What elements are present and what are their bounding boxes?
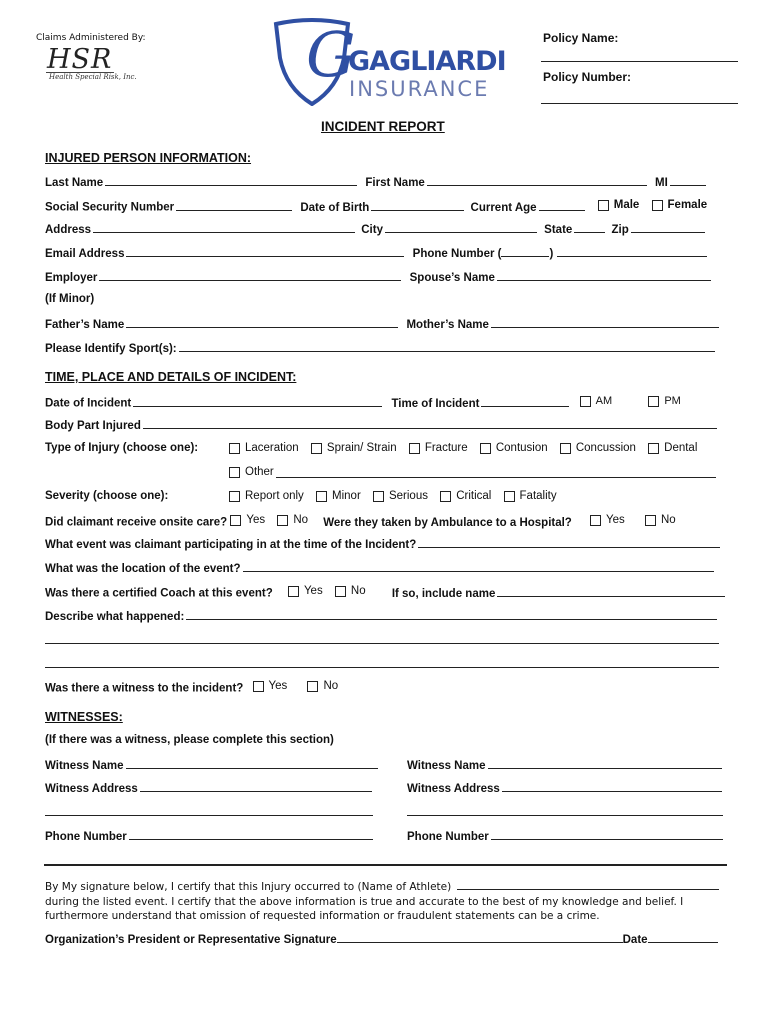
injury-other-row [229, 466, 716, 481]
gagliardi-logo [272, 18, 506, 106]
severity-option[interactable] [373, 490, 428, 502]
witness-no-option[interactable] [307, 680, 338, 692]
sports-field[interactable] [179, 341, 715, 352]
sports-row [45, 341, 715, 355]
female-option[interactable] [652, 199, 708, 211]
certification-text [45, 880, 725, 924]
last-name-row [45, 175, 706, 189]
address-label: Address [45, 224, 92, 236]
dob-label: Date of Birth [300, 201, 370, 214]
address-row [45, 222, 705, 236]
signature-date-field[interactable] [648, 932, 718, 943]
location-field[interactable] [243, 561, 714, 572]
ssn-row [45, 199, 716, 214]
witness1-address-field[interactable] [140, 781, 372, 792]
witness2-phone-field[interactable] [491, 829, 723, 840]
dob-field[interactable] [371, 200, 464, 211]
severity-option-label: Fatality [519, 490, 557, 502]
mi-label: MI [655, 177, 668, 189]
describe-label: Describe what happened: [45, 611, 185, 623]
witness2-address-field[interactable] [502, 781, 722, 792]
injury-other-option[interactable] [229, 466, 274, 478]
mi-field[interactable] [670, 175, 706, 186]
severity-option[interactable] [504, 490, 557, 502]
city-label: City [361, 224, 383, 236]
witness-question-label: Was there a witness to the incident? [45, 682, 244, 695]
onsite-care-row [45, 514, 572, 529]
witness1-address-label: Witness Address [45, 783, 138, 795]
coach-no-label: No [350, 585, 366, 597]
witness2-phone-row [407, 829, 723, 843]
pm-option[interactable] [648, 395, 681, 407]
witness2-address-line-2[interactable] [407, 815, 723, 816]
witness-question-row [45, 680, 347, 695]
first-name-field[interactable] [427, 175, 647, 186]
current-age-field[interactable] [539, 200, 585, 211]
brand-sub: INSURANCE [349, 77, 490, 101]
witnesses-section-heading: WITNESSES: [45, 710, 123, 724]
incident-date-field[interactable] [133, 396, 382, 407]
injury-option-label: Sprain/ Strain [326, 442, 397, 454]
policy-name-label: Policy Name: [543, 31, 619, 45]
ssn-label: Social Security Number [45, 201, 175, 214]
employer-row [45, 270, 711, 284]
phone-paren-close: ) [549, 248, 554, 260]
injury-checkbox[interactable] [480, 443, 491, 454]
hsr-subtext: Health Special Risk, Inc. [49, 73, 137, 81]
severity-checkbox[interactable] [504, 491, 515, 502]
parents-row [45, 317, 719, 331]
ambulance-yes-label: Yes [606, 514, 625, 526]
injury-checkbox[interactable] [311, 443, 322, 454]
witness1-name-field[interactable] [126, 758, 378, 769]
injury-option[interactable] [229, 442, 299, 454]
ambulance-label: Were they taken by Ambulance to a Hospital? [323, 516, 572, 529]
witness2-name-label: Witness Name [407, 760, 486, 772]
incident-time-label: Time of Incident [391, 397, 480, 410]
witness2-phone-label: Phone Number [407, 831, 489, 843]
first-name-label: First Name [365, 177, 425, 189]
onsite-no-checkbox[interactable] [277, 515, 288, 526]
injury-option[interactable] [560, 442, 636, 454]
location-label: What was the location of the event? [45, 563, 241, 575]
coach-row [45, 585, 725, 600]
witness1-name-label: Witness Name [45, 760, 124, 772]
onsite-yes-checkbox[interactable] [230, 515, 241, 526]
severity-label: Severity (choose one): [45, 490, 169, 502]
severity-option-label: Critical [456, 490, 492, 502]
signature-label: Organization’s President or Representative Signature [45, 934, 337, 946]
witness2-address-label: Witness Address [407, 783, 500, 795]
injury-option-label: Contusion [495, 442, 548, 454]
pm-checkbox[interactable] [648, 396, 659, 407]
city-field[interactable] [385, 222, 537, 233]
hsr-logo [47, 44, 112, 75]
injury-option[interactable] [480, 442, 548, 454]
describe-line-2[interactable] [45, 643, 719, 644]
body-part-row [45, 418, 717, 432]
phone-label: Phone Number ( [412, 248, 502, 260]
witnesses-note: (If there was a witness, please complete this section) [45, 734, 334, 746]
body-part-field[interactable] [143, 418, 717, 429]
witness2-name-row [407, 758, 722, 772]
coach-yes-label: Yes [303, 585, 323, 597]
severity-options [229, 490, 566, 505]
injury-checkbox[interactable] [229, 443, 240, 454]
certification-part2: during the listed event. I certify that the above information is true and accurate to the best of my knowledge and belief. I furthermore understand that omission of requested information or fraudulent statements can be a crime. [45, 895, 684, 922]
employer-field[interactable] [99, 270, 401, 281]
state-label: State [544, 224, 573, 236]
spouse-field[interactable] [497, 270, 711, 281]
describe-row [45, 609, 717, 623]
injury-option[interactable] [311, 442, 397, 454]
severity-option-label: Serious [388, 490, 428, 502]
severity-option-label: Report only [245, 490, 304, 502]
describe-field[interactable] [186, 609, 717, 620]
injury-other-label: Other [245, 466, 274, 478]
severity-checkbox[interactable] [316, 491, 327, 502]
severity-option[interactable] [440, 490, 491, 502]
ambulance-options [590, 514, 685, 529]
event-participating-field[interactable] [418, 537, 720, 548]
witness-no-checkbox[interactable] [307, 681, 318, 692]
if-minor-label: (If Minor) [45, 293, 95, 305]
describe-line-3[interactable] [45, 667, 719, 668]
severity-checkbox[interactable] [373, 491, 384, 502]
employer-label: Employer [45, 272, 98, 284]
policy-number-line[interactable] [541, 103, 738, 104]
location-row [45, 561, 714, 575]
female-label: Female [667, 199, 708, 211]
onsite-yes-label: Yes [246, 514, 266, 526]
male-option[interactable] [598, 199, 640, 211]
female-checkbox[interactable] [652, 200, 663, 211]
zip-field[interactable] [631, 222, 705, 233]
injury-type-options [229, 442, 706, 457]
injured-section-heading: INJURED PERSON INFORMATION: [45, 151, 252, 165]
certification-part1: By My signature below, I certify that this Injury occurred to (Name of Athlete) [45, 881, 452, 893]
onsite-no-label: No [293, 514, 309, 526]
severity-checkbox[interactable] [440, 491, 451, 502]
witness1-phone-label: Phone Number [45, 831, 127, 843]
mother-label: Mother’s Name [406, 319, 489, 331]
policy-name-line[interactable] [541, 61, 738, 62]
injury-type-label: Type of Injury (choose one): [45, 442, 199, 454]
email-row [45, 246, 707, 260]
ambulance-yes-checkbox[interactable] [590, 515, 601, 526]
pm-label: PM [664, 395, 681, 407]
onsite-no-option[interactable] [277, 514, 308, 526]
ambulance-no-option[interactable] [645, 514, 676, 526]
mother-field[interactable] [491, 317, 719, 328]
witness1-name-row [45, 758, 378, 772]
coach-name-label: If so, include name [391, 587, 496, 600]
witness1-phone-field[interactable] [129, 829, 373, 840]
injury-checkbox[interactable] [560, 443, 571, 454]
witness-no-label: No [323, 680, 339, 692]
coach-name-field[interactable] [497, 586, 725, 597]
state-field[interactable] [574, 222, 605, 233]
policy-number-label: Policy Number: [543, 70, 632, 84]
witness2-name-field[interactable] [488, 758, 722, 769]
injury-option-label: Concussion [575, 442, 636, 454]
witness-yes-option[interactable] [253, 680, 288, 692]
zip-label: Zip [611, 224, 629, 236]
injury-option[interactable] [409, 442, 468, 454]
coach-yes-option[interactable] [288, 585, 323, 597]
event-participating-label: What event was claimant participating in at the time of the Incident? [45, 539, 417, 551]
onsite-yes-option[interactable] [230, 514, 265, 526]
witness2-address-row [407, 781, 722, 795]
injury-other-field[interactable] [276, 467, 716, 478]
male-label: Male [613, 199, 640, 211]
witness-yes-label: Yes [268, 680, 288, 692]
signature-row [45, 932, 718, 946]
hsr-logo-text: HSR [47, 44, 113, 75]
incident-time-field[interactable] [481, 396, 569, 407]
incident-section-heading: TIME, PLACE AND DETAILS OF INCIDENT: [45, 370, 297, 384]
coach-no-checkbox[interactable] [335, 586, 346, 597]
severity-option-label: Minor [332, 490, 361, 502]
signature-field[interactable] [337, 932, 623, 943]
injury-option-label: Laceration [245, 442, 299, 454]
sports-label: Please Identify Sport(s): [45, 343, 177, 355]
phone-area-field[interactable] [501, 246, 549, 257]
injury-option-label: Fracture [424, 442, 468, 454]
claims-administered-label: Claims Administered By: [36, 33, 146, 43]
section-divider [44, 864, 727, 866]
ssn-field[interactable] [176, 200, 292, 211]
phone-field[interactable] [557, 246, 707, 257]
last-name-field[interactable] [105, 175, 357, 186]
body-part-label: Body Part Injured [45, 420, 141, 432]
witness-yes-checkbox[interactable] [253, 681, 264, 692]
brand-initial: G [306, 18, 356, 91]
ambulance-no-checkbox[interactable] [645, 515, 656, 526]
signature-date-label: Date [622, 934, 648, 946]
coach-no-option[interactable] [335, 585, 366, 597]
ambulance-no-label: No [660, 514, 676, 526]
ambulance-yes-option[interactable] [590, 514, 625, 526]
current-age-label: Current Age [470, 201, 537, 214]
last-name-label: Last Name [45, 177, 104, 189]
coach-label: Was there a certified Coach at this event? [45, 587, 273, 600]
brand-name: GAGLIARDI [348, 46, 506, 77]
father-field[interactable] [126, 317, 398, 328]
email-label: Email Address [45, 248, 125, 260]
injury-option-label: Dental [664, 442, 698, 454]
am-option[interactable] [580, 395, 613, 407]
coach-yes-checkbox[interactable] [288, 586, 299, 597]
am-checkbox[interactable] [580, 396, 591, 407]
incident-date-label: Date of Incident [45, 397, 132, 410]
father-label: Father’s Name [45, 319, 125, 331]
onsite-care-label: Did claimant receive onsite care? [45, 516, 228, 529]
incident-date-row [45, 395, 690, 410]
am-label: AM [595, 395, 613, 407]
event-participating-row [45, 537, 720, 551]
witness1-address-line-2[interactable] [45, 815, 373, 816]
injury-option[interactable] [648, 442, 697, 454]
witness1-phone-row [45, 829, 373, 843]
severity-option[interactable] [229, 490, 304, 502]
witness1-address-row [45, 781, 372, 795]
severity-checkbox[interactable] [229, 491, 240, 502]
email-field[interactable] [126, 246, 404, 257]
injury-other-checkbox[interactable] [229, 467, 240, 478]
spouse-label: Spouse’s Name [409, 272, 495, 284]
athlete-name-field[interactable] [457, 880, 719, 890]
male-checkbox[interactable] [598, 200, 609, 211]
page-title: INCIDENT REPORT [321, 119, 445, 134]
injury-checkbox[interactable] [409, 443, 420, 454]
address-field[interactable] [93, 222, 355, 233]
injury-checkbox[interactable] [648, 443, 659, 454]
severity-option[interactable] [316, 490, 361, 502]
